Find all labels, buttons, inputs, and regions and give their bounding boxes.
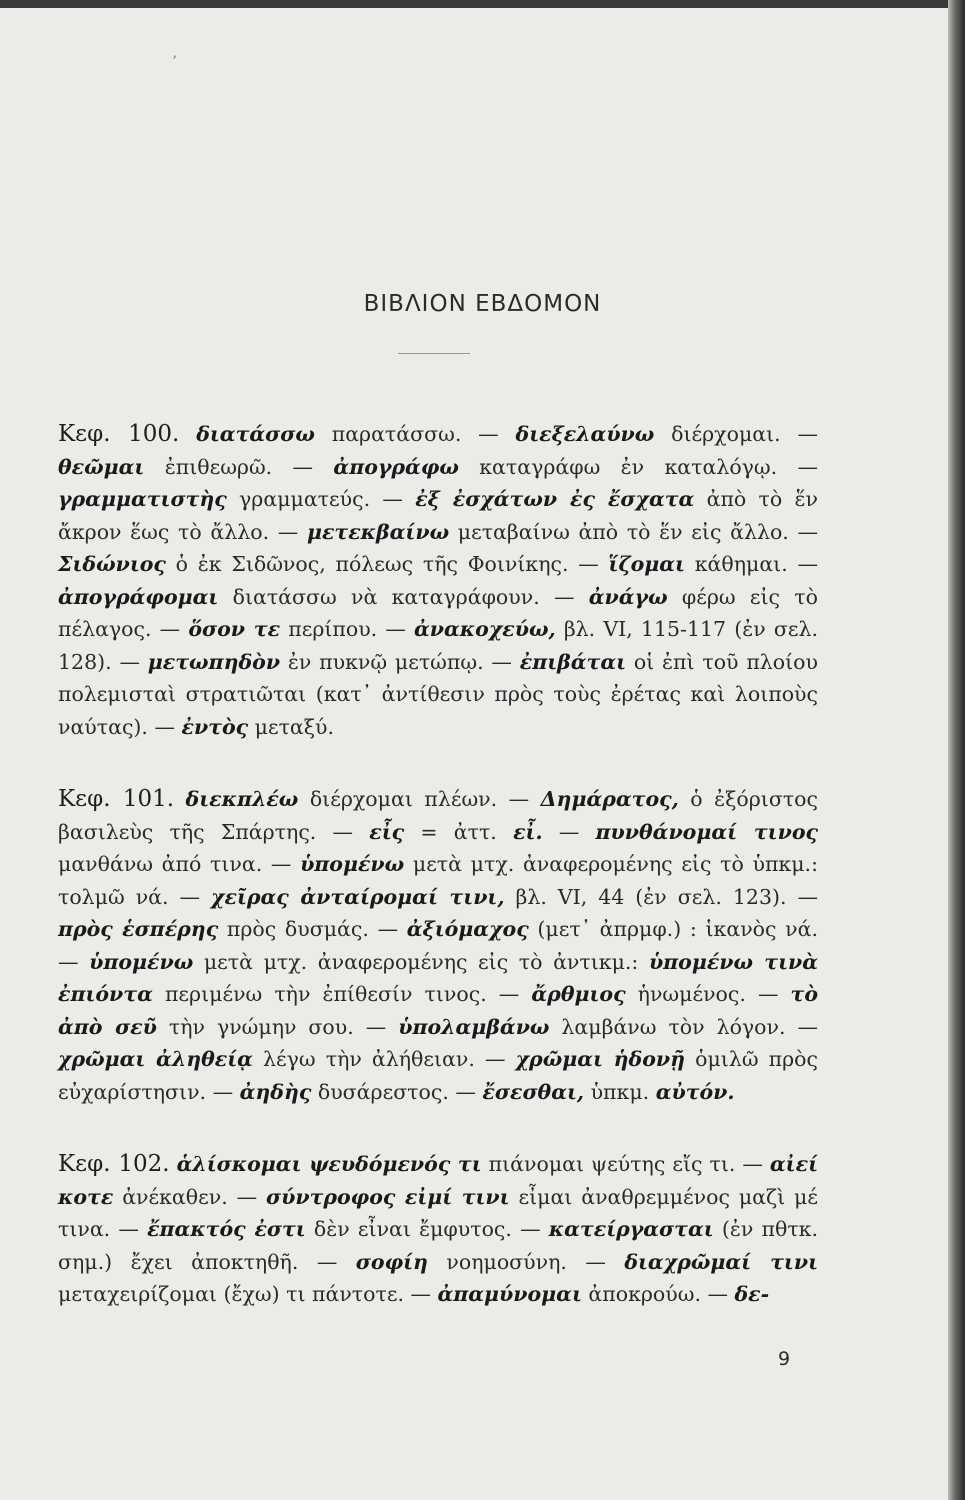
headword: μετεκβαίνω [306,519,450,544]
headword: διεξελαύνω [515,422,655,446]
chapter-text: ἁλίσκομαι ψευδόμενός τι πιάνομαι ψεύτης εἴς τι. — αἰεί κοτε ἀνέκαθεν. — σύντροφος εἰμί τινι εἶμαι ἀναθρεμμένος μαζὶ μέ τινα. — ἔπακτός ἐστι δὲν εἶναι ἔμφυτος. — κατείργασται (ἐν πθτκ. σημ.) ἔχει ἀποκτηθῆ. — σοφίη νοημοσύνη. — διαχρῶμαί τινι μεταχειρίζομαι (ἔχω) τι πάντοτε. — ἀπαμύνομαι ἀποκρούω. — δε- [58,1152,818,1306]
chapter-102 [58,1148,818,1311]
headword: χρῶμαι ἡδονῇ [515,1047,686,1071]
chapter-text: διεκπλέω διέρχομαι πλέων. — Δημάρατος, ὁ ἐξόριστος βασιλεὺς τῆς Σπάρτης. — εἶς = ἀττ. εἶ. — πυνθάνομαί τινος μανθάνω ἀπό τινα. — ὑπομένω μετὰ μτχ. ἀναφερομένης εἰς τὸ ὑπκμ.: τολμῶ νά. — χεῖρας ἀνταίρομαί τινι, βλ. VI, 44 (ἐν σελ. 123). — πρὸς ἑσπέρης πρὸς δυσμάς. — ἀξιόμαχος (μετ᾿ ἀπρμφ.) : ἱκανὸς νά. — ὑπομένω μετὰ μτχ. ἀναφερομένης εἰς τὸ ἀντικμ.: ὑπομένω τινὰ ἐπιόντα περιμένω τὴν ἐπίθεσίν τινος. — ἄρθμιος ἡνωμένος. — τὸ ἀπὸ σεῦ τὴν γνώμην σου. — ὑπολαμβάνω λαμβάνω τὸν λόγον. — χρῶμαι ἀληθείᾳ λέγω τὴν ἀλήθειαν. — χρῶμαι ἡδονῇ ὁμιλῶ πρὸς εὐχαρίστησιν. — ἀηδὴς δυσάρεστος. — ἔσεσθαι, ὑπκμ. αὐτόν. [58,787,818,1104]
stray-mark: ʼ [172,54,177,70]
chapter-text: διατάσσω παρατάσσω. — διεξελαύνω διέρχομαι. — θεῶμαι ἐπιθεωρῶ. — ἀπογράφω καταγράφω ἐν καταλόγῳ. — γραμματιστὴς γραμματεύς. — ἐξ ἐσχάτων ἐς ἔσχατα ἀπὸ τὸ ἕν ἄκρον ἕως τὸ ἄλλο. — μετεκβαίνω μεταβαίνω ἀπὸ τὸ ἕν εἰς ἄλλο. — Σιδώνιος ὁ ἐκ Σιδῶνος, πόλεως τῆς Φοινίκης. — ἵζομαι κάθημαι. — ἀπογράφομαι διατάσσω νὰ καταγράφουν. — ἀνάγω φέρω εἰς τὸ πέλαγος. — ὅσον τε περίπου. — ἀνακοχεύω, βλ. VI, 115-117 (ἐν σελ. 128). — μετωπηδὸν ἐν πυκνῷ μετώπῳ. — ἐπιβάται οἱ ἐπὶ τοῦ πλοίου πολεμισταὶ στρατιῶται (κατ᾿ ἀντίθεσιν πρὸς τοὺς ἐρέτας καὶ λοιποὺς ναύτας). — ἐντὸς μεταξύ. [58,422,819,739]
headword: ἁλίσκομαι ψευδόμενός τι [176,1152,482,1176]
page-number: 9 [778,1348,791,1370]
scan-right-edge [948,0,965,1500]
headword: χεῖρας ἀνταίρομαί τινι, [211,884,505,909]
headword: κατείργασται [548,1217,714,1241]
book-page [0,8,948,1500]
headword: αὐτόν. [655,1079,735,1104]
headword: ἀηδὴς [239,1079,312,1104]
headword: διεκπλέω [185,787,299,811]
chapter-100 [58,418,818,743]
headword: ὑπομένω [89,949,194,974]
headword: διαχρῶμαί τινι [624,1249,818,1274]
headword: χρῶμαι ἀληθείᾳ [58,1047,253,1071]
headword: ἄρθμιος [531,982,626,1006]
headword: πρὸς ἑσπέρης [58,917,219,941]
page-title: ΒΙΒΛΙΟΝ ΕΒΔΟΜΟΝ [363,291,602,317]
headword: ἀνάγω [588,584,668,609]
headword: ἀξιόμαχος [406,917,529,941]
headword: πυνθάνομαί τινος [595,819,818,844]
scan-top-border [0,0,965,8]
chapter-label: Κεφ. 100. [58,421,180,447]
headword: σοφίη [355,1249,428,1274]
headword: ὅσον τε [188,617,281,641]
headword: ἀπογράφομαι [58,584,219,609]
headword: σύντροφος εἰμί τινι [266,1184,510,1209]
headword: ἀπαμύνομαι [437,1282,582,1306]
headword: ἔσεσθαι, [482,1079,585,1104]
chapter-label: Κεφ. 101. [58,786,175,812]
chapter-label: Κεφ. 102. [58,1151,170,1177]
title-rule [398,353,470,354]
headword: ἐντὸς [181,714,249,739]
headword: ἔπακτός ἐστι [147,1217,306,1241]
headword: ὑπολαμβάνω [398,1014,550,1039]
headword: εἶς [369,819,405,844]
headword: ὑπομένω τινὰ ἐπιόντα [58,949,818,1006]
headword: γραμματιστὴς [58,487,227,511]
headword: μετωπηδὸν [147,649,281,674]
headword: Δημάρατος, [540,787,679,811]
headword: ἵζομαι [608,552,685,576]
headword: ὑπομένω [300,852,405,876]
headword: Σιδώνιος [58,552,166,576]
chapter-101 [58,783,818,1108]
headword: αἰεί κοτε [58,1152,818,1209]
headword: ἐπιβάται [519,649,627,674]
headword: δε- [734,1282,770,1306]
headword: ἀνακοχεύω, [414,617,556,641]
headword: διατάσσω [196,422,315,446]
headword: εἶ. [513,819,543,844]
headword: τὸ ἀπὸ σεῦ [58,982,818,1039]
headword: ἀπογράφω [333,454,459,479]
headword: θεῶμαι [58,454,145,479]
headword: ἐξ ἐσχάτων ἐς ἔσχατα [415,487,695,511]
